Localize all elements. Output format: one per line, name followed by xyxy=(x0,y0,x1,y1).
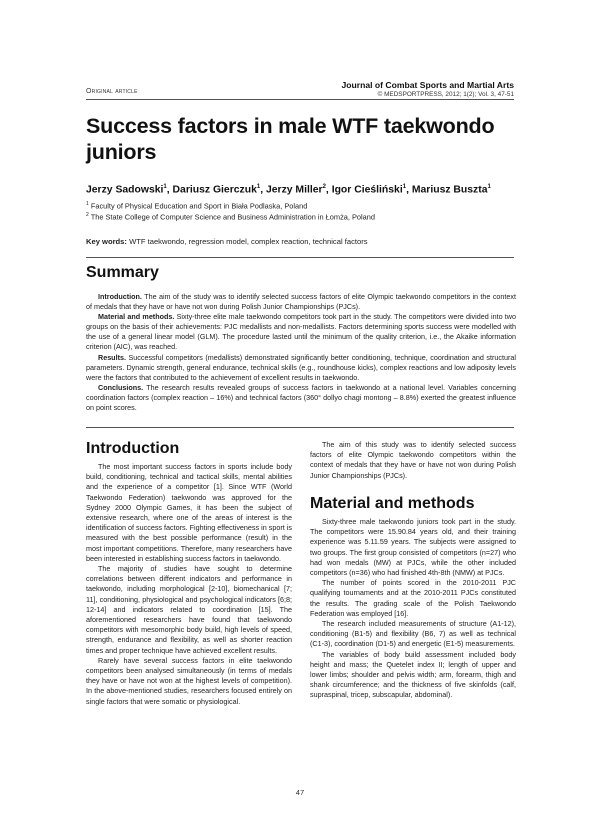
affiliation xyxy=(86,212,516,221)
keywords-text: WTF taekwondo, regression model, complex reaction, technical factors xyxy=(129,237,368,246)
author-name: Mariusz Buszta xyxy=(411,184,488,196)
summary-paragraph xyxy=(86,292,516,312)
summary-label: Material and methods. xyxy=(98,312,175,322)
author-name: Igor Cieśliński xyxy=(331,184,403,196)
body-paragraph: The majority of studies have sought to determine correlations between different indicators and performance in taekwondo, including morphological [2-10], biomechanical [7; 11], conditioning, physiological and psychological indicators [6;8; 12-14] and indicators related to coordination [15]. The aforementioned researchers have found that taekwondo competitors with mesomorphic body build, high levels of speed, strength, endurance and flexibility, as well as shorter reaction times and proper technique have achieved excellent results. xyxy=(86,564,292,655)
summary-text: Sixty-three elite male taekwondo competitors took part in the study. The competitors were divided into two groups on the basis of their achievements: PJC medallists and non-medallists. Factors determining sports success were modelled with the use of a general linear model (GLM). The procedure lasted until the minimum of the quality criterion, i.e., the Akaike information criterion (AIC), was reached. xyxy=(86,312,516,352)
paper-title: Success factors in male WTF taekwondo juniors xyxy=(86,114,495,164)
author-affiliation-mark: 1 xyxy=(487,184,491,190)
affiliation xyxy=(86,201,516,210)
summary-text: The research results revealed groups of success factors in taekwondo at a national level. Variables concerning coordination factors (complex reaction – 16%) and technical factors (360° dollyo chagi montong – 8.8%) exerted the greatest influence on point scores. xyxy=(86,382,516,413)
methods-body xyxy=(310,517,516,701)
header-rule xyxy=(86,99,514,100)
author-name: Jerzy Miller xyxy=(265,184,323,196)
keywords xyxy=(86,237,516,246)
introduction-heading: Introduction xyxy=(86,440,180,457)
author-affiliation-mark: 1 xyxy=(256,184,261,190)
author-name: Dariusz Gierczuk xyxy=(172,184,257,196)
keywords-rule xyxy=(86,257,514,258)
journal-header xyxy=(341,80,514,98)
summary-rule xyxy=(86,427,514,428)
body-paragraph: The variables of body build assessment included body height and mass; the Quetelet index II; length of upper and lower limbs; shoulder and pelvis width; arm, forearm, thigh and shank circumference; and the thickness of five skinfolds (calf, supraspinal, tricep, subscapular, abdominal). xyxy=(310,649,516,700)
author-affiliation-mark: 1 xyxy=(402,184,407,190)
body-paragraph: Rarely have several success factors in elite taekwondo competitors been analysed simultaneously (in terms of medals they have or have not won at the highest levels of competition). In the above-mentioned studies, researchers focused entirely on single factors that were somatic or physiological. xyxy=(86,655,292,706)
body-paragraph: The aim of this study was to identify selected success factors of elite Olympic taekwondo competitors within the context of medals that they have or have not won during Polish Junior Championships (PJCs). xyxy=(310,440,516,480)
summary-label: Results. xyxy=(98,352,126,362)
affiliation-number: 1 xyxy=(86,201,89,207)
journal-name: Journal of Combat Sports and Martial Arts xyxy=(341,80,514,90)
summary-paragraph xyxy=(86,383,516,413)
introduction-body xyxy=(86,462,292,707)
body-paragraph: The research included measurements of structure (A1-12), conditioning (B1-5) and flexibility (B6, 7) as well as technical (C1-3), coordination (D1-5) and energetic (E1-5) measurements. xyxy=(310,619,516,649)
body-paragraph: Sixty-three male taekwondo juniors took part in the study. The competitors were 15.90.84 years old, and their training experience was 5.11.59 years. The subjects were assigned to two groups. The first group consisted of competitors (n=27) who had won medals (MW) at PJCs, while the other included competitors (n=36) who had finished 4th-8th (NMW) at PJCs. xyxy=(310,517,516,578)
summary-label: Conclusions. xyxy=(98,382,144,392)
article-type: Original article xyxy=(86,88,138,95)
body-paragraph: The number of points scored in the 2010-2011 PJC qualifying tournaments and at the 2010-2011 PJCs constituted the results. The grading scale of the Polish Taekwondo Federation was employed [16]. xyxy=(310,578,516,618)
author-list: Jerzy Sadowski$^1$, Dariusz Gierczuk$^1$, Jerzy Miller$^2$, Igor Cieśliński$^1$, Mariusz Buszta$^1$ xyxy=(86,184,491,196)
affiliation-number: 2 xyxy=(86,212,89,218)
summary-body xyxy=(86,292,516,413)
summary-text: Successful competitors (medallists) demonstrated significantly better conditioning, technique, coordination and structural parameters. Dynamic strength, general endurance, technical skills (e.g., roundhouse kicks), complex reactions and low adiposity levels were the factors that contributed to the achievement of excellent results in taekwondo. xyxy=(86,352,516,382)
page-number: 47 xyxy=(295,788,305,797)
summary-label: Introduction. xyxy=(98,292,142,301)
author-affiliation-mark: 2 xyxy=(322,184,326,190)
summary-heading: Summary xyxy=(86,264,159,281)
summary-text: The aim of the study was to identify selected success factors of elite Olympic taekwondo competitors in the context of medals that they have or have not won during Polish Junior Championships (PJCs). xyxy=(86,292,516,312)
methods-heading: Material and methods xyxy=(310,495,475,512)
article-type-label xyxy=(86,88,138,95)
aim-paragraph-block xyxy=(310,440,516,481)
copyright-line: © MEDSPORTPRESS, 2012; 1(2); Vol. 3, 47-51 xyxy=(377,91,514,98)
author-affiliation-mark: 1 xyxy=(163,184,167,190)
affiliation-text: Faculty of Physical Education and Sport in Biała Podlaska, Poland xyxy=(90,201,308,211)
body-paragraph: The most important success factors in sports include body build, conditioning, technical and tactical skills, mental abilities and the experience of a competitor [1]. Since WTF (World Taekwondo Federation) taekwondo was approved for the Sydney 2000 Olympic Games, it has been the subject of extensive research, where one of the areas of interest is the identification of success factors. Fighting effectiveness in sport is measured with the best possible performance (result) in the most important competitions. Therefore, many researchers have been interested in establishing success factors in taekwondo. xyxy=(86,462,292,563)
author-name: Jerzy Sadowski xyxy=(86,184,164,196)
summary-paragraph xyxy=(86,353,516,383)
summary-paragraph xyxy=(86,312,516,352)
keywords-label: Key words: xyxy=(86,237,127,246)
affiliation-text: The State College of Computer Science and Business Administration in Łomża, Poland xyxy=(90,212,375,222)
